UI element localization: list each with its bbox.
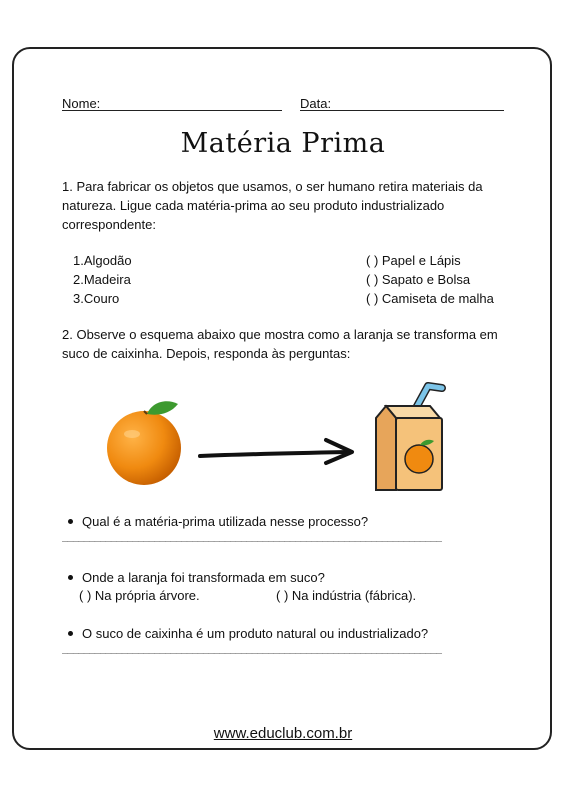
option-tree[interactable]: ( ) Na própria árvore. (79, 588, 200, 603)
bullet-question: Qual é a matéria-prima utilizada nesse processo? (82, 514, 369, 529)
bullet-dot (68, 519, 73, 524)
bullet-question: O suco de caixinha é um produto natural ou industrializado? (82, 626, 429, 641)
bullet-dot (68, 575, 73, 580)
answer-line[interactable]: ______________________________________________________________________ (62, 643, 442, 654)
name-label: Nome: (62, 96, 101, 111)
website-link[interactable]: www.educlub.com.br (213, 725, 353, 742)
arrow-right-icon (198, 436, 358, 466)
product-item[interactable]: ( ) Sapato e Bolsa (366, 272, 471, 287)
name-field[interactable] (62, 110, 282, 111)
product-item[interactable]: ( ) Papel e Lápis (366, 253, 461, 268)
option-factory[interactable]: ( ) Na indústria (fábrica). (276, 588, 417, 603)
date-field[interactable] (300, 110, 504, 111)
date-label: Data: (300, 96, 332, 111)
answer-line[interactable]: ______________________________________________________________________ (62, 531, 442, 542)
material-item: 3.Couro (73, 291, 120, 306)
bullet-dot (68, 631, 73, 636)
juice-box-icon (368, 378, 458, 496)
orange-fruit-icon (100, 396, 190, 492)
question-1-text: 1. Para fabricar os objetos que usamos, o ser humano retira materiais da natureza. Ligue cada matéria-prima ao seu produto industrializado correspondente: (62, 179, 483, 232)
question-2-text: 2. Observe o esquema abaixo que mostra como a laranja se transforma em suco de caixinha. Depois, responda às perguntas: (62, 327, 498, 361)
material-item: 2.Madeira (73, 272, 131, 287)
product-item[interactable]: ( ) Camiseta de malha (366, 291, 494, 306)
page-title: Matéria Prima (180, 128, 386, 159)
material-item: 1.Algodão (73, 253, 132, 268)
bullet-question: Onde a laranja foi transformada em suco? (82, 570, 325, 585)
